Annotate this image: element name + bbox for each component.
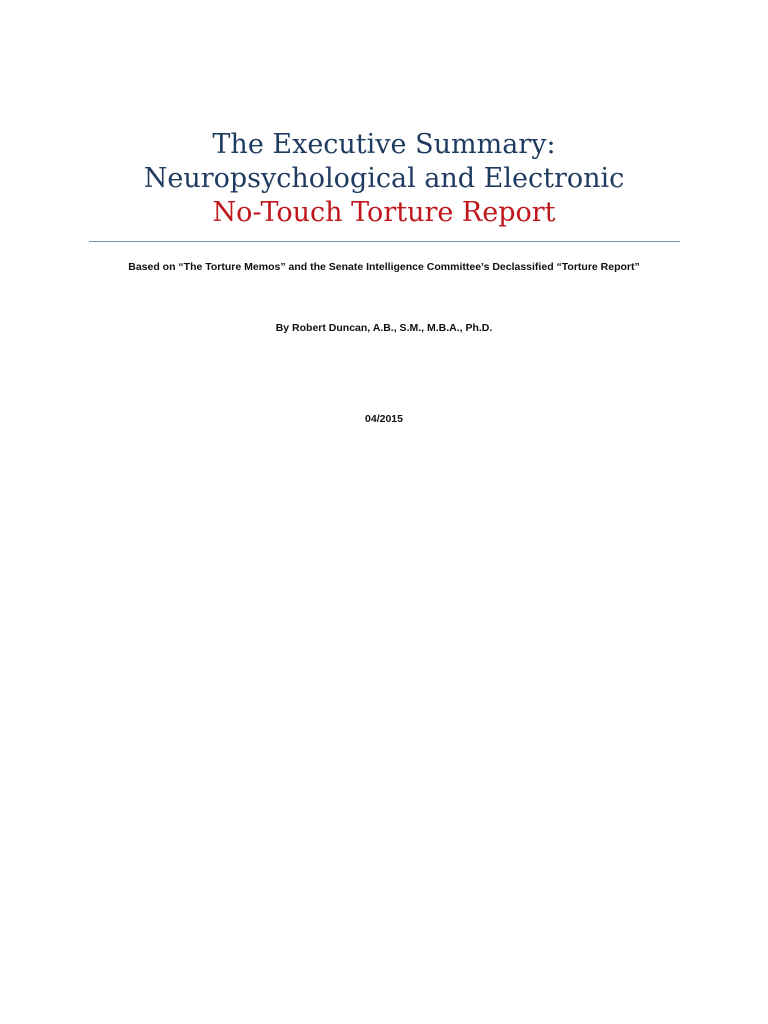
document-date: 04/2015: [365, 413, 403, 425]
document-title: [0, 128, 768, 230]
title-divider: [89, 241, 680, 242]
document-subtitle: Based on “The Torture Memos” and the Senate Intelligence Committee’s Declassified “Torture Report”: [128, 261, 640, 273]
title-line-2: Neuropsychological and Electronic: [143, 163, 625, 194]
title-line-1: The Executive Summary:: [212, 129, 556, 160]
title-line-3: No-Touch Torture Report: [212, 197, 556, 228]
document-author: By Robert Duncan, A.B., S.M., M.B.A., Ph.D.: [275, 322, 493, 334]
